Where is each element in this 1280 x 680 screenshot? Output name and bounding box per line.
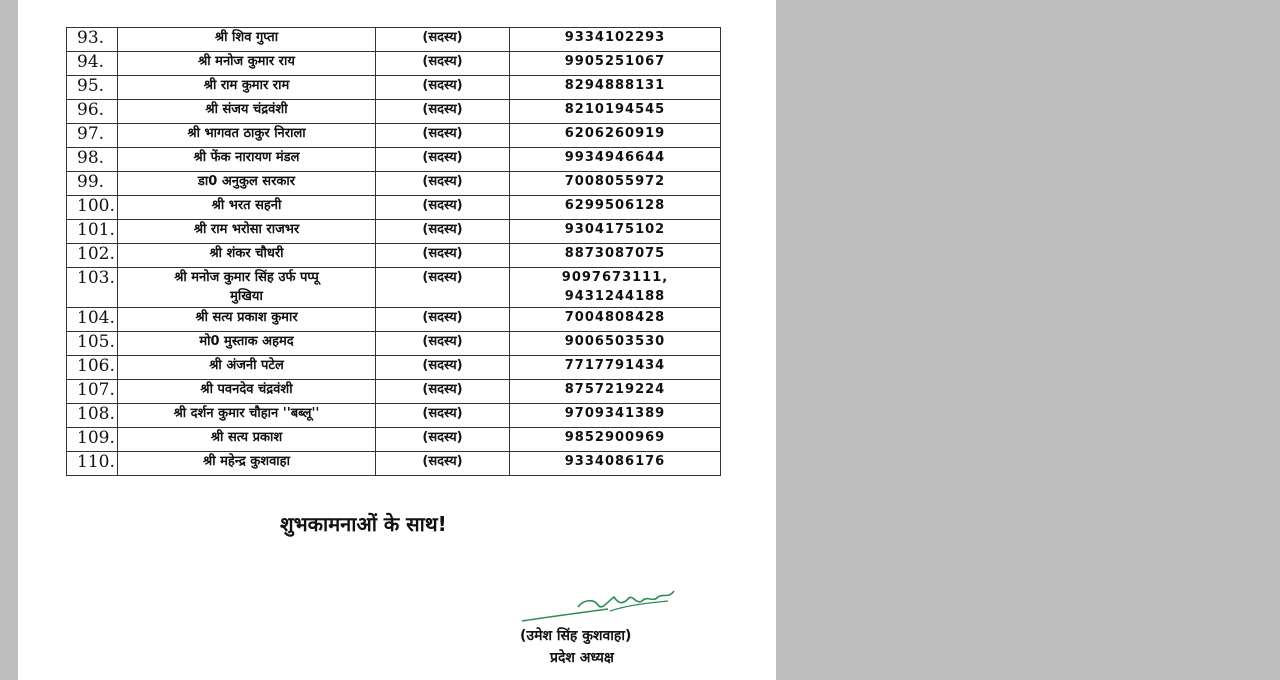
serial-number-cell-line: 102. xyxy=(77,244,115,264)
member-role-cell-line: (सदस्य) xyxy=(422,78,463,93)
serial-number-cell xyxy=(67,148,118,172)
member-phone-cell xyxy=(510,148,721,172)
member-role-cell xyxy=(376,452,510,476)
member-phone-cell-line: 7004808428 xyxy=(564,310,666,325)
member-phone-cell xyxy=(510,244,721,268)
member-role-cell-line: (सदस्य) xyxy=(422,150,463,165)
member-role-cell xyxy=(376,124,510,148)
table-row xyxy=(67,428,721,452)
member-phone-cell-line: 8294888131 xyxy=(564,78,666,93)
table-row xyxy=(67,308,721,332)
member-phone-cell xyxy=(510,332,721,356)
member-name-cell xyxy=(118,380,376,404)
member-phone-cell xyxy=(510,196,721,220)
member-name-cell-line: श्री शंकर चौधरी xyxy=(209,246,284,261)
member-role-cell xyxy=(376,268,510,308)
member-phone-cell-line: 8873087075 xyxy=(564,246,666,261)
member-role-cell xyxy=(376,100,510,124)
table-row xyxy=(67,404,721,428)
serial-number-cell-line: 106. xyxy=(77,356,115,376)
serial-number-cell xyxy=(67,28,118,52)
member-name-cell-line: मो0 मुस्ताक अहमद xyxy=(199,334,294,349)
serial-number-cell xyxy=(67,52,118,76)
serial-number-cell-line: 97. xyxy=(77,124,105,144)
member-phone-cell xyxy=(510,356,721,380)
serial-number-cell-line: 104. xyxy=(77,308,115,328)
member-name-cell-line: श्री दर्शन कुमार चौहान ''बब्लू'' xyxy=(173,406,320,421)
member-role-cell-line: (सदस्य) xyxy=(422,222,463,237)
members-table-body xyxy=(67,28,721,476)
serial-number-cell xyxy=(67,124,118,148)
member-phone-cell xyxy=(510,380,721,404)
member-role-cell-line: (सदस्य) xyxy=(422,270,463,285)
member-phone-cell-line: 9097673111, xyxy=(561,270,669,285)
member-role-cell xyxy=(376,196,510,220)
member-role-cell-line: (सदस्य) xyxy=(422,334,463,349)
table-row xyxy=(67,356,721,380)
member-name-cell-line: श्री महेन्द्र कुशवाहा xyxy=(203,454,290,469)
document-page xyxy=(18,0,776,680)
member-role-cell-line: (सदस्य) xyxy=(422,430,463,445)
member-phone-cell-line: 7717791434 xyxy=(564,358,666,373)
member-name-cell-line: श्री भागवत ठाकुर निराला xyxy=(187,126,306,141)
member-phone-cell-line: 9905251067 xyxy=(564,54,666,69)
member-name-cell xyxy=(118,52,376,76)
member-phone-cell xyxy=(510,52,721,76)
serial-number-cell xyxy=(67,76,118,100)
member-role-cell-line: (सदस्य) xyxy=(422,454,463,469)
member-role-cell xyxy=(376,428,510,452)
member-phone-cell-line: 6206260919 xyxy=(564,126,666,141)
member-name-cell-line: श्री मनोज कुमार सिंह उर्फ पप्पू xyxy=(174,270,319,285)
serial-number-cell xyxy=(67,332,118,356)
member-name-cell xyxy=(118,124,376,148)
table-row xyxy=(67,332,721,356)
serial-number-cell-line: 107. xyxy=(77,380,115,400)
serial-number-cell xyxy=(67,380,118,404)
serial-number-cell xyxy=(67,100,118,124)
member-phone-cell xyxy=(510,404,721,428)
member-phone-cell xyxy=(510,76,721,100)
serial-number-cell-line: 99. xyxy=(77,172,105,192)
member-role-cell-line: (सदस्य) xyxy=(422,30,463,45)
member-phone-cell xyxy=(510,308,721,332)
member-name-cell-line: श्री अंजनी पटेल xyxy=(209,358,284,373)
member-role-cell xyxy=(376,380,510,404)
member-role-cell xyxy=(376,332,510,356)
member-name-cell-line: श्री पवनदेव चंद्रवंशी xyxy=(200,382,293,397)
member-role-cell-line: (सदस्य) xyxy=(422,54,463,69)
serial-number-cell xyxy=(67,356,118,380)
member-role-cell xyxy=(376,220,510,244)
serial-number-cell xyxy=(67,172,118,196)
member-name-cell xyxy=(118,220,376,244)
serial-number-cell-line: 101. xyxy=(77,220,115,240)
member-name-cell xyxy=(118,332,376,356)
serial-number-cell-line: 100. xyxy=(77,196,115,216)
member-name-cell xyxy=(118,76,376,100)
signature-image xyxy=(518,585,678,629)
member-role-cell-line: (सदस्य) xyxy=(422,126,463,141)
member-role-cell xyxy=(376,76,510,100)
member-phone-cell xyxy=(510,100,721,124)
member-phone-cell-line: 6299506128 xyxy=(564,198,666,213)
member-phone-cell xyxy=(510,172,721,196)
member-name-cell xyxy=(118,244,376,268)
member-role-cell xyxy=(376,244,510,268)
signatory-name: (उमेश सिंह कुशवाहा) xyxy=(520,628,632,644)
member-phone-cell-line: 9334086176 xyxy=(564,454,666,469)
serial-number-cell-line: 103. xyxy=(77,268,115,288)
table-row xyxy=(67,220,721,244)
member-name-cell xyxy=(118,428,376,452)
serial-number-cell-line: 108. xyxy=(77,404,115,424)
member-role-cell xyxy=(376,172,510,196)
member-phone-cell xyxy=(510,28,721,52)
member-name-cell-line: मुखिया xyxy=(230,289,263,304)
serial-number-cell-line: 110. xyxy=(77,452,115,472)
member-role-cell-line: (सदस्य) xyxy=(422,382,463,397)
serial-number-cell xyxy=(67,244,118,268)
serial-number-cell xyxy=(67,428,118,452)
member-phone-cell-line: 9431244188 xyxy=(564,289,666,304)
table-row xyxy=(67,452,721,476)
table-row xyxy=(67,124,721,148)
serial-number-cell xyxy=(67,308,118,332)
member-name-cell xyxy=(118,308,376,332)
member-name-cell xyxy=(118,452,376,476)
serial-number-cell xyxy=(67,404,118,428)
table-row xyxy=(67,76,721,100)
member-name-cell-line: श्री राम कुमार राम xyxy=(203,78,290,93)
member-name-cell xyxy=(118,28,376,52)
member-role-cell-line: (सदस्य) xyxy=(422,174,463,189)
member-name-cell-line: श्री शिव गुप्ता xyxy=(214,30,279,45)
member-name-cell xyxy=(118,404,376,428)
serial-number-cell-line: 93. xyxy=(77,28,105,48)
serial-number-cell xyxy=(67,196,118,220)
table-row xyxy=(67,100,721,124)
member-name-cell xyxy=(118,172,376,196)
member-phone-cell-line: 9709341389 xyxy=(564,406,666,421)
member-name-cell-line: श्री सत्य प्रकाश कुमार xyxy=(195,310,298,325)
member-phone-cell-line: 7008055972 xyxy=(564,174,666,189)
table-row xyxy=(67,28,721,52)
member-name-cell-line: श्री भरत सहनी xyxy=(211,198,282,213)
member-phone-cell-line: 8757219224 xyxy=(564,382,666,397)
table-row xyxy=(67,268,721,308)
member-name-cell xyxy=(118,268,376,308)
member-phone-cell-line: 9334102293 xyxy=(564,30,666,45)
serial-number-cell-line: 95. xyxy=(77,76,105,96)
member-phone-cell-line: 9006503530 xyxy=(564,334,666,349)
member-role-cell-line: (सदस्य) xyxy=(422,310,463,325)
member-role-cell xyxy=(376,148,510,172)
member-phone-cell-line: 9304175102 xyxy=(564,222,666,237)
serial-number-cell-line: 98. xyxy=(77,148,105,168)
member-role-cell xyxy=(376,404,510,428)
signatory-title: प्रदेश अध्यक्ष xyxy=(550,650,614,666)
serial-number-cell xyxy=(67,220,118,244)
serial-number-cell-line: 105. xyxy=(77,332,115,352)
member-role-cell-line: (सदस्य) xyxy=(422,406,463,421)
member-role-cell xyxy=(376,308,510,332)
member-role-cell xyxy=(376,28,510,52)
table-row xyxy=(67,148,721,172)
member-phone-cell-line: 8210194545 xyxy=(564,102,666,117)
member-role-cell-line: (सदस्य) xyxy=(422,358,463,373)
table-row xyxy=(67,52,721,76)
member-name-cell xyxy=(118,148,376,172)
member-name-cell-line: श्री संजय चंद्रवंशी xyxy=(205,102,288,117)
member-phone-cell xyxy=(510,452,721,476)
table-row xyxy=(67,172,721,196)
serial-number-cell-line: 94. xyxy=(77,52,105,72)
table-row xyxy=(67,244,721,268)
member-role-cell-line: (सदस्य) xyxy=(422,246,463,261)
member-phone-cell-line: 9934946644 xyxy=(564,150,666,165)
member-role-cell-line: (सदस्य) xyxy=(422,198,463,213)
member-name-cell xyxy=(118,100,376,124)
member-name-cell-line: श्री फेंक नारायण मंडल xyxy=(193,150,300,165)
member-phone-cell xyxy=(510,428,721,452)
member-name-cell xyxy=(118,196,376,220)
member-name-cell-line: श्री राम भरोसा राजभर xyxy=(193,222,300,237)
serial-number-cell xyxy=(67,452,118,476)
table-row xyxy=(67,380,721,404)
member-name-cell-line: डा0 अनुकुल सरकार xyxy=(197,174,296,189)
member-name-cell xyxy=(118,356,376,380)
serial-number-cell-line: 109. xyxy=(77,428,115,448)
serial-number-cell-line: 96. xyxy=(77,100,105,120)
member-phone-cell-line: 9852900969 xyxy=(564,430,666,445)
closing-greeting: शुभकामनाओं के साथ! xyxy=(280,512,447,536)
member-role-cell xyxy=(376,52,510,76)
member-phone-cell xyxy=(510,220,721,244)
serial-number-cell xyxy=(67,268,118,308)
member-name-cell-line: श्री सत्य प्रकाश xyxy=(210,430,283,445)
members-table xyxy=(66,27,721,476)
member-role-cell-line: (सदस्य) xyxy=(422,102,463,117)
table-row xyxy=(67,196,721,220)
member-name-cell-line: श्री मनोज कुमार राय xyxy=(198,54,295,69)
member-role-cell xyxy=(376,356,510,380)
member-phone-cell xyxy=(510,124,721,148)
member-phone-cell xyxy=(510,268,721,308)
